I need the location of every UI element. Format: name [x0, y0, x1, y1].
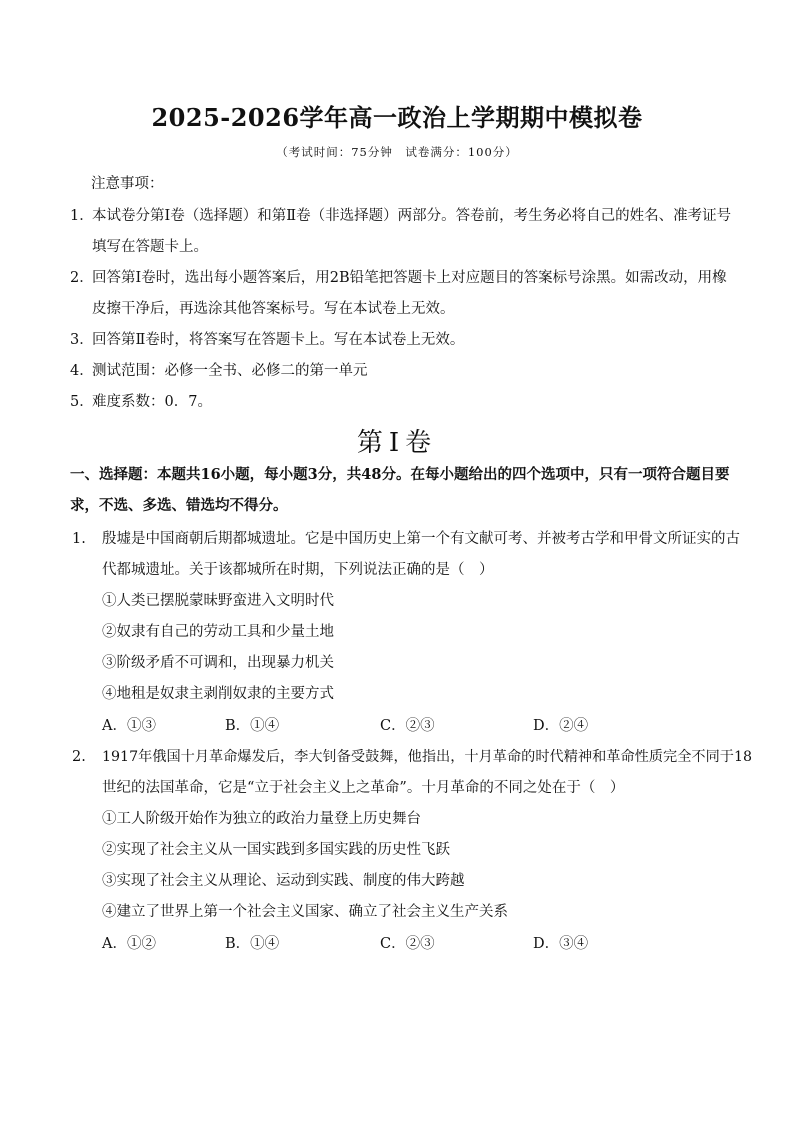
question-number: 2.	[72, 749, 86, 765]
question-statement: ②奴隶有自己的劳动工具和少量土地	[102, 624, 334, 640]
section-heading: 第Ⅰ卷	[356, 428, 438, 458]
section-instructions: 求，不选、多选、错选均不得分。	[70, 497, 288, 514]
notice-item-text: 难度系数：0．7。	[92, 394, 212, 410]
answer-option-c[interactable]: C．②③	[380, 936, 435, 952]
notice-heading: 注意事项：	[91, 176, 164, 192]
question-statement: ③实现了社会主义从理论、运动到实践、制度的伟大跨越	[102, 873, 465, 889]
answer-option-b[interactable]: B．①④	[225, 936, 280, 952]
question-statement: ③阶级矛盾不可调和，出现暴力机关	[102, 655, 334, 671]
answer-option-c[interactable]: C．②③	[380, 718, 435, 734]
notice-item-text: 测试范围：必修一全书、必修二的第一单元	[92, 363, 368, 379]
notice-item-number: 1．	[70, 208, 94, 224]
notice-item-text: 本试卷分第Ⅰ卷（选择题）和第Ⅱ卷（非选择题）两部分。答卷前，考生务必将自己的姓名、准考证号	[92, 208, 732, 224]
notice-item-text: 回答第Ⅱ卷时，将答案写在答题卡上。写在本试卷上无效。	[92, 332, 465, 348]
exam-title: 2025-2026学年高一政治上学期期中模拟卷	[151, 103, 643, 132]
question-stem: 1917年俄国十月革命爆发后，李大钊备受鼓舞，他指出，十月革命的时代精神和革命性质完全不同于18	[102, 749, 753, 765]
question-stem: 代都城遗址。关于该都城所在时期，下列说法正确的是（ ）	[102, 562, 494, 578]
question-statement: ①工人阶级开始作为独立的政治力量登上历史舞台	[102, 811, 421, 827]
answer-option-d[interactable]: D．②④	[533, 718, 589, 734]
question-statement: ④建立了世界上第一个社会主义国家、确立了社会主义生产关系	[102, 904, 508, 920]
answer-option-a[interactable]: A．①③	[102, 718, 156, 734]
question-stem: 世纪的法国革命，它是“立于社会主义上之革命”。十月革命的不同之处在于（ ）	[102, 780, 625, 796]
question-statement: ②实现了社会主义从一国实践到多国实践的历史性飞跃	[102, 842, 450, 858]
section-instructions: 一、选择题：本题共16小题，每小题3分，共48分。在每小题给出的四个选项中，只有一项符合题目要	[70, 466, 730, 483]
question-statement: ④地租是奴隶主剥削奴隶的主要方式	[102, 686, 334, 702]
exam-subtitle: （考试时间：75分钟 试卷满分：100分）	[276, 145, 518, 159]
notice-item-text: 填写在答题卡上。	[92, 239, 208, 255]
answer-option-b[interactable]: B．①④	[225, 718, 280, 734]
question-statement: ①人类已摆脱蒙昧野蛮进入文明时代	[102, 593, 334, 609]
question-number: 1.	[72, 531, 86, 547]
notice-item-number: 5．	[70, 394, 94, 410]
notice-item-number: 2．	[70, 270, 94, 286]
notice-item-text: 回答第Ⅰ卷时，选出每小题答案后，用2B铅笔把答题卡上对应题目的答案标号涂黑。如需改动，用橡	[92, 270, 727, 286]
notice-item-number: 3．	[70, 332, 94, 348]
answer-option-d[interactable]: D．③④	[533, 936, 589, 952]
answer-option-a[interactable]: A．①②	[102, 936, 156, 952]
notice-item-text: 皮擦干净后，再选涂其他答案标号。写在本试卷上无效。	[92, 301, 455, 317]
notice-item-number: 4．	[70, 363, 94, 379]
question-stem: 殷墟是中国商朝后期都城遗址。它是中国历史上第一个有文献可考、并被考古学和甲骨文所证实的古	[102, 531, 740, 547]
